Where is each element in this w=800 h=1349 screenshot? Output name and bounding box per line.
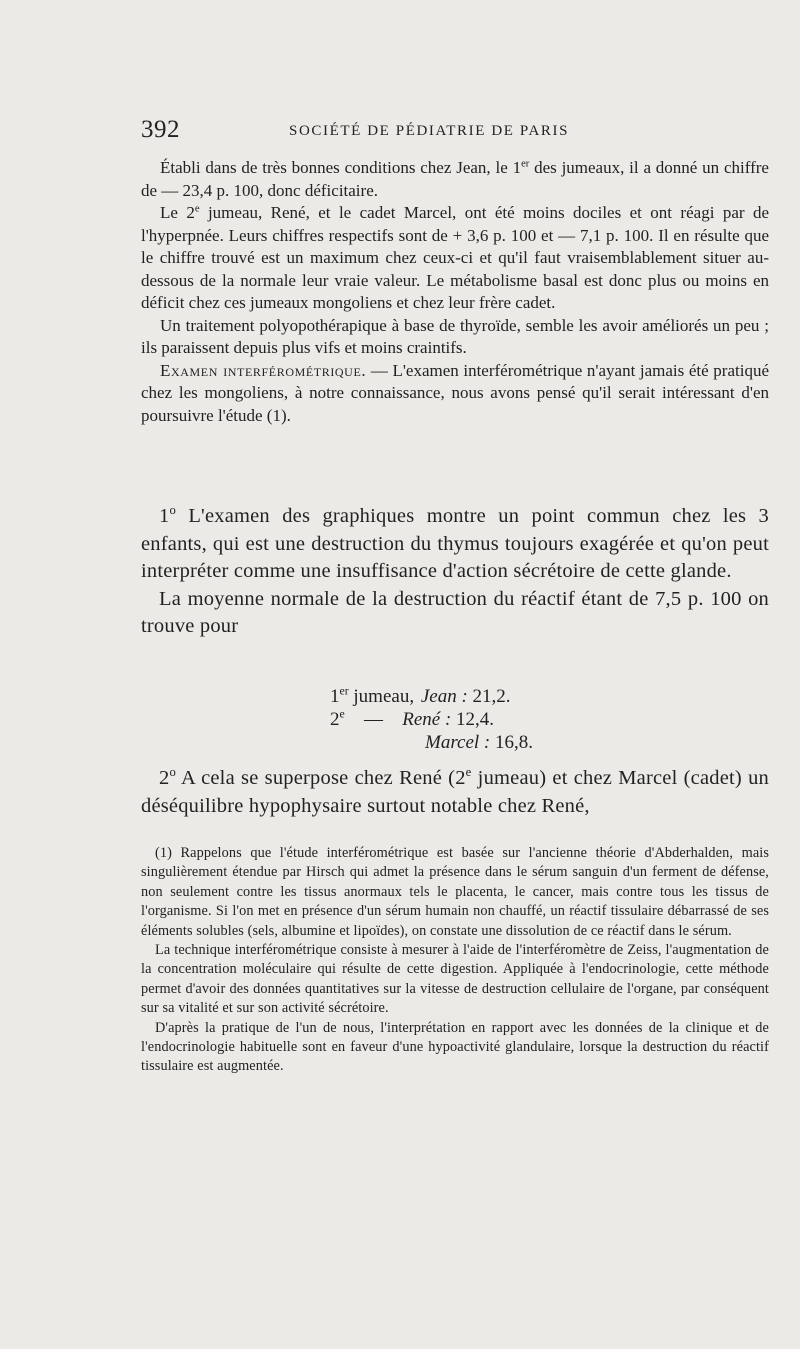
section-heading: Examen interférométrique. [160,360,367,380]
footnote-paragraph: (1) Rappelons que l'étude interférométrique est basée sur l'ancienne théorie d'Abderhalden, mais singulièrement étendue par Hirsch qui admet la présence dans le sérum sanguin d'un ferment de défense, non seulement contre les tissus anormaux tels le placenta, le cancer, mais contre tous les tissus de l'organisme. Si l'on met en présence d'un sérum humain non chauffé, un réactif tissulaire débarrassé de ses éléments solubles (sels, albumine et lipoïdes), on constate une dissolution de ce réactif dans le sérum. [141,845,769,939]
body-text-small [141,157,769,427]
paragraph-metabolism-jean: Établi dans de très bonnes conditions chez Jean, le 1er des jumeaux, il a donné un chiffre de — 23,4 p. 100, donc déficitaire. [141,158,769,200]
footnote [141,844,769,1077]
running-head: SOCIÉTÉ DE PÉDIATRIE DE PARIS [289,123,570,139]
paragraph-hypophysis: 2$^o$ A cela se superpose chez René (2e jumeau) et chez Marcel (cadet) un déséquilibre hypophysaire surtout notable chez René, [141,765,770,817]
result-row-marcel: Marcel : 16,8. [425,732,533,753]
result-row-rene: 2e — René : 12,4. [330,707,495,730]
body-text-large [141,503,769,641]
body-text-hypophysis [141,765,769,820]
paragraph-thymus: 1$^o$ L'examen des graphiques montre un point commun chez les 3 enfants, qui est une destruction du thymus toujours exagérée et qu'on peut interpréter comme une insuffisance d'action sécrétoire de cette glande. [141,503,769,582]
page-header [141,116,763,146]
footnote-paragraph: La technique interférométrique consiste à mesurer à l'aide de l'interféromètre de Zeiss, l'augmentation de la concentration moléculaire qui résulte de cette digestion. Appliquée à l'endocrinologie, cette méthode permet d'avoir des données quantitatives sur la vitesse de destruction cellulaire de l'organe, par conséquent sur sa vitalité et sur son activité sécrétoire. [141,942,769,1017]
result-row-jean: 1er jumeau, Jean : 21,2. [330,684,511,707]
paragraph-metabolism-rene-marcel: Le 2e jumeau, René, et le cadet Marcel, ont été moins dociles et ont réagi par de l'hyperpnée. Leurs chiffres respectifs sont de + 3,6 p. 100 et — 7,1 p. 100. Il en résulte que le chiffre trouvé est un maximum chez ceux-ci et qu'il faut vraisemblablement situer au-dessous de la normale leur vraie valeur. Le métabolisme basal est donc plus ou moins en déficit chez ces jumeaux mongoliens et chez leur frère cadet. [141,203,769,312]
page-number: 392 [141,116,180,143]
paragraph-treatment: Un traitement polyopothérapique à base de thyroïde, semble les avoir améliorés un peu ; ils paraissent depuis plus vifs et moins craintifs. [141,315,769,357]
paragraph-normal-mean: La moyenne normale de la destruction du réactif étant de 7,5 p. 100 on trouve pour [141,587,769,637]
footnote-paragraph: D'après la pratique de l'un de nous, l'interprétation en rapport avec les données de la clinique et de l'endocrinologie habituelle sont en faveur d'une hypoactivité glandulaire, lorsque la destruction du réactif tissulaire est augmentée. [141,1019,769,1075]
paragraph-interferometric-exam: Examen interférométrique. — L'examen interférométrique n'ayant jamais été pratiqué chez les mongoliens, à notre connaissance, nous avons pensé qu'il serait intéressant d'en poursuivre l'étude (1). [141,360,769,425]
